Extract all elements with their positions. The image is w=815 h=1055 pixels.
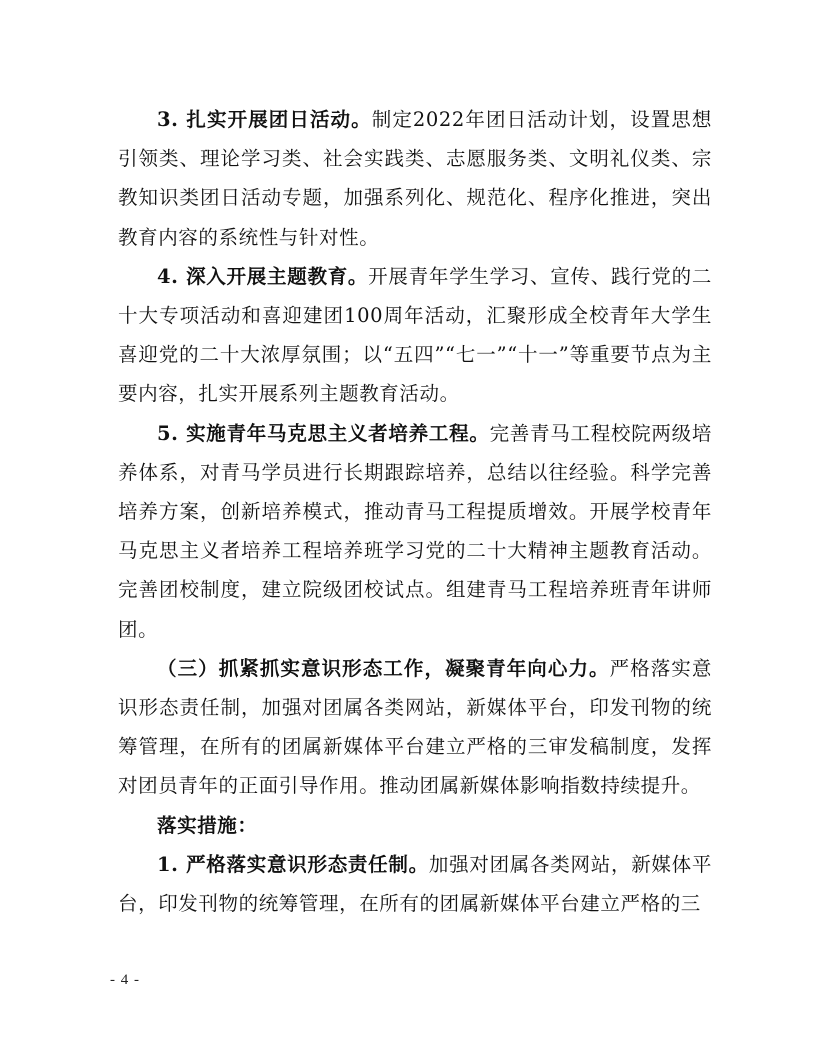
paragraph-heading: 5. 实施青年马克思主义者培养工程。 <box>157 421 490 445</box>
paragraph-theme-education <box>118 257 712 414</box>
paragraph-measures-heading <box>118 806 712 845</box>
paragraph-text: 开展青年学生学习、宣传、践行党的二十大专项活动和喜迎建团100周年活动，汇聚形成全校青年大学生喜迎党的二十大浓厚氛围；以“五四”“七一”“十一”等重要节点为主要内容，扎实开展系列主题教育活动。 <box>118 264 712 406</box>
paragraph-heading: 4. 深入开展主题教育。 <box>157 264 369 288</box>
subsection-heading: 落实措施： <box>157 813 258 837</box>
paragraph-text: 严格落实意识形态责任制，加强对团属各类网站，新媒体平台，印发刊物的统筹管理，在所有的团属新媒体平台建立严格的三审发稿制度，发挥对团员青年的正面引导作用。推动团属新媒体影响指数持续提升。 <box>118 656 712 798</box>
paragraph-responsibility-system <box>118 845 712 923</box>
paragraph-team-day-activities <box>118 100 712 257</box>
section-heading: （三）抓紧抓实意识形态工作，凝聚青年向心力。 <box>157 656 610 680</box>
paragraph-text: 制定2022年团日活动计划，设置思想引领类、理论学习类、社会实践类、志愿服务类、文明礼仪类、宗教知识类团日活动专题，加强系列化、规范化、程序化推进，突出教育内容的系统性与针对性。 <box>118 108 712 249</box>
paragraph-heading: 3. 扎实开展团日活动。 <box>157 108 372 131</box>
paragraph-text: 完善青马工程校院两级培养体系，对青马学员进行长期跟踪培养，总结以往经验。科学完善培养方案，创新培养模式，推动青马工程提质增效。开展学校青年马克思主义者培养工程培养班学习党的二十大精神主题教育活动。完善团校制度，建立院级团校试点。组建青马工程培养班青年讲师团。 <box>118 421 712 641</box>
document-body <box>118 100 712 923</box>
paragraph-heading: 1. 严格落实意识形态责任制。 <box>157 852 429 876</box>
paragraph-text: 加强对团属各类网站，新媒体平台，印发刊物的统筹管理，在所有的团属新媒体平台建立严格的三 <box>118 852 712 916</box>
page-number: - 4 - <box>110 972 140 988</box>
paragraph-young-marxists-program <box>118 414 712 649</box>
paragraph-ideology-work <box>118 649 712 806</box>
